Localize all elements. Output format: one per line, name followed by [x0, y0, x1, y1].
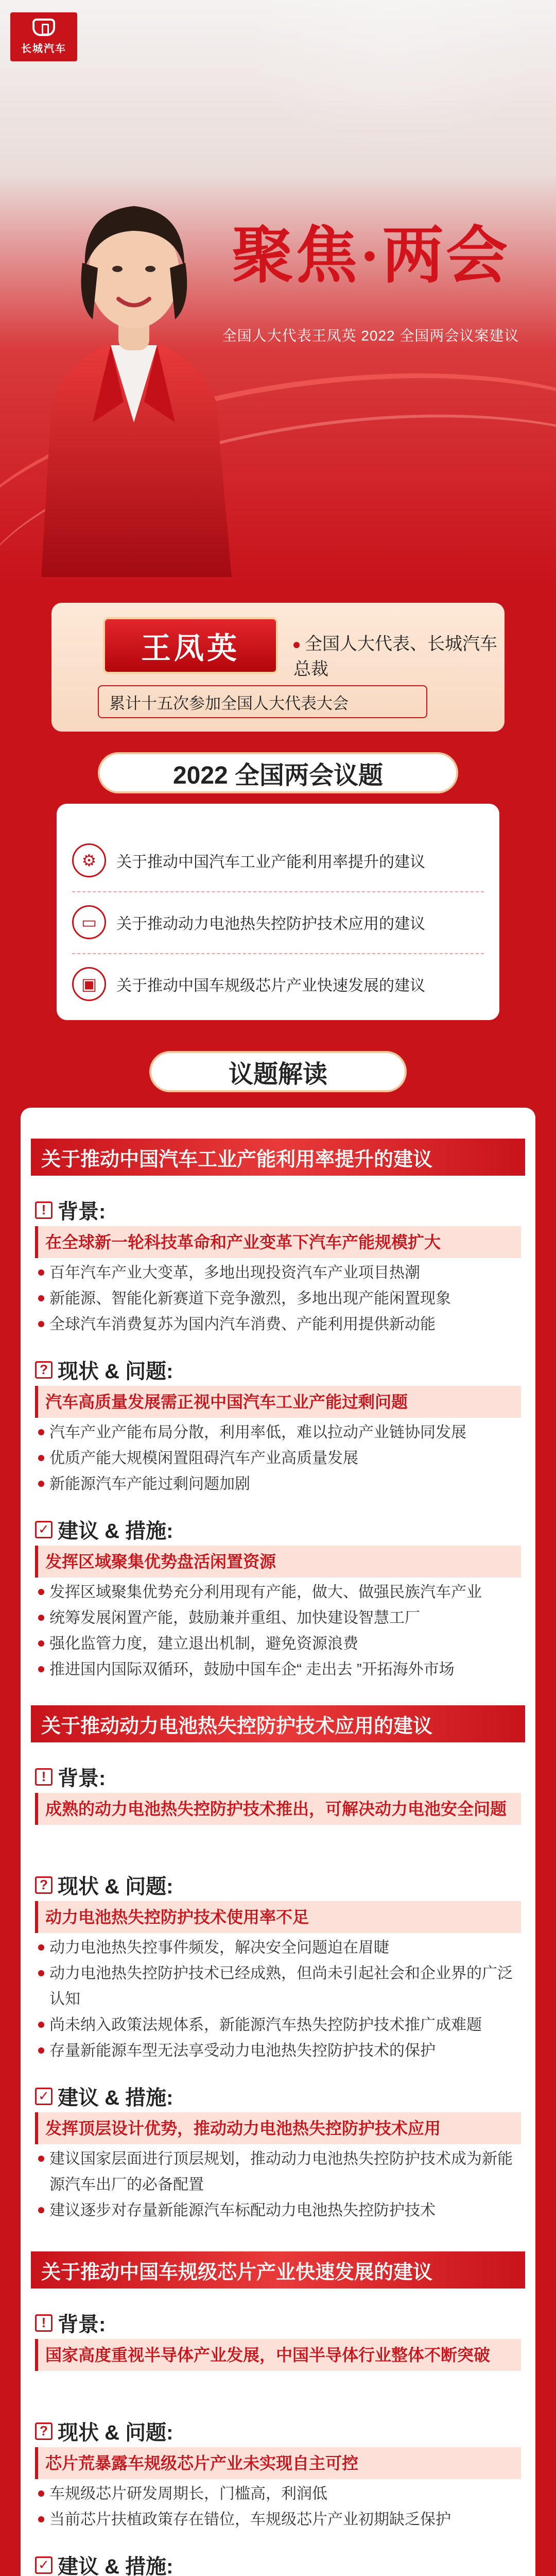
key-point: 发挥顶层设计优势，推动动力电池热失控防护技术应用 — [35, 2112, 521, 2144]
section-banner: 关于推动中国汽车工业产能利用率提升的建议 — [31, 1139, 525, 1176]
list-item: 推进国内国际双循环，鼓励中国车企“ 走出去 ”开拓海外市场 — [35, 1657, 521, 1683]
list-item: 动力电池热失控事件频发，解决安全问题迫在眉睫 — [35, 1935, 521, 1961]
marker-icon: ? — [35, 1361, 53, 1379]
analysis-heading: 议题解读 — [149, 1051, 407, 1092]
topic-item — [72, 835, 425, 886]
list-item: 新能源汽车产能过剩问题加剧 — [35, 1471, 521, 1497]
battery-icon: ▭ — [72, 905, 106, 939]
marker-icon: ? — [35, 2422, 53, 2440]
profile-note: 累计十五次参加全国人大代表大会 — [98, 685, 427, 718]
section-banner: 关于推动动力电池热失控防护技术应用的建议 — [31, 1705, 525, 1742]
bullet-icon — [293, 642, 300, 648]
list-item: 车规级芯片研发周期长，门槛高，利润低 — [35, 2481, 521, 2507]
list-item: 建议国家层面进行顶层规划，推动动力电池热失控防护技术成为新能源汽车出厂的必备配置 — [35, 2146, 521, 2198]
list-item: 当前芯片扶植政策存在错位，车规级芯片产业初期缺乏保护 — [35, 2507, 521, 2533]
marker-icon: ! — [35, 1768, 53, 1786]
divider — [72, 953, 484, 954]
list-item: 存量新能源车型无法享受动力电池热失控防护技术的保护 — [35, 2038, 521, 2064]
key-point: 成熟的动力电池热失控防护技术推出，可解决动力电池安全问题 — [35, 1793, 521, 1825]
brand-logo — [10, 12, 77, 61]
list-item: 百年汽车产业大变革，多地出现投资汽车产业项目热潮 — [35, 1260, 521, 1286]
brand-name: 长城汽车 — [21, 43, 66, 55]
advice-heading: ✓ 建议 & 措施: — [35, 2081, 173, 2111]
advice-heading: ✓ 建议 & 措施: — [35, 2550, 173, 2576]
divider — [72, 891, 484, 892]
status-heading: ? 现状 & 问题: — [35, 1355, 173, 1384]
gear-icon: ⚙ — [72, 843, 106, 877]
key-point: 在全球新一轮科技革命和产业变革下汽车产能规模扩大 — [35, 1226, 521, 1258]
background-heading: ! 背景: — [35, 2308, 106, 2337]
profile-name: 王凤英 — [103, 617, 278, 674]
page-title: 聚焦·两会 — [231, 222, 510, 290]
marker-icon: ✓ — [35, 2088, 53, 2105]
key-point: 发挥区域聚集优势盘活闲置资源 — [35, 1546, 521, 1578]
list-item: 全球汽车消费复苏为国内汽车消费、产能利用提供新动能 — [35, 1312, 521, 1337]
topic-label: 关于推动动力电池热失控防护技术应用的建议 — [116, 916, 425, 933]
topic-item — [72, 958, 425, 1010]
profile-card — [51, 603, 505, 732]
great-wall-logo-icon — [32, 19, 55, 36]
topics-heading: 2022 全国两会议题 — [98, 752, 458, 793]
list-item: 发挥区域聚集优势充分利用现有产能，做大、做强民族汽车产业 — [35, 1580, 521, 1605]
key-point: 动力电池热失控防护技术使用率不足 — [35, 1901, 521, 1933]
list-item: 建议逐步对存量新能源汽车标配动力电池热失控防护技术 — [35, 2198, 521, 2224]
key-point: 芯片荒暴露车规级芯片产业未实现自主可控 — [35, 2447, 521, 2479]
list-item: 统筹发展闲置产能，鼓励兼并重组、加快建设智慧工厂 — [35, 1605, 521, 1631]
list-item: 强化监管力度，建立退出机制，避免资源浪费 — [35, 1631, 521, 1657]
marker-icon: ? — [35, 1876, 53, 1894]
background-heading: ! 背景: — [35, 1195, 106, 1225]
advice-heading: ✓ 建议 & 措施: — [35, 1515, 173, 1544]
list-item: 优质产能大规模闲置阻碍汽车产业高质量发展 — [35, 1446, 521, 1471]
list-item: 汽车产业产能布局分散，利用率低，难以拉动产业链协同发展 — [35, 1420, 521, 1446]
portrait-image — [21, 134, 247, 577]
marker-icon: ! — [35, 1201, 53, 1219]
status-heading: ? 现状 & 问题: — [35, 2416, 173, 2446]
chip-icon: ▣ — [72, 967, 106, 1001]
analysis-panel — [21, 1108, 535, 2576]
marker-icon: ✓ — [35, 1521, 53, 1538]
key-point: 汽车高质量发展需正视中国汽车工业产能过剩问题 — [35, 1386, 521, 1418]
page-subtitle: 全国人大代表王凤英 2022 全国两会议案建议 — [222, 328, 519, 344]
topic-item — [72, 896, 425, 948]
list-item: 尚未纳入政策法规体系，新能源汽车热失控防护技术推广成难题 — [35, 2012, 521, 2038]
marker-icon: ! — [35, 2314, 53, 2332]
hero-banner — [0, 0, 556, 582]
status-heading: ? 现状 & 问题: — [35, 1870, 173, 1900]
section-banner: 关于推动中国车规级芯片产业快速发展的建议 — [31, 2251, 525, 2289]
topic-label: 关于推动中国汽车工业产能利用率提升的建议 — [116, 854, 425, 871]
topics-list — [57, 804, 499, 1020]
profile-title-line — [293, 630, 505, 680]
key-point: 国家高度重视半导体产业发展，中国半导体行业整体不断突破 — [35, 2339, 521, 2371]
list-item: 动力电池热失控防护技术已经成熟，但尚未引起社会和企业界的广泛认知 — [35, 1961, 521, 2012]
list-item: 新能源、智能化新赛道下竞争激烈，多地出现产能闲置现象 — [35, 1286, 521, 1312]
background-heading: ! 背景: — [35, 1762, 106, 1791]
topic-label: 关于推动中国车规级芯片产业快速发展的建议 — [116, 977, 425, 994]
marker-icon: ✓ — [35, 2556, 53, 2574]
profile-title: 全国人大代表、长城汽车总裁 — [293, 634, 497, 679]
